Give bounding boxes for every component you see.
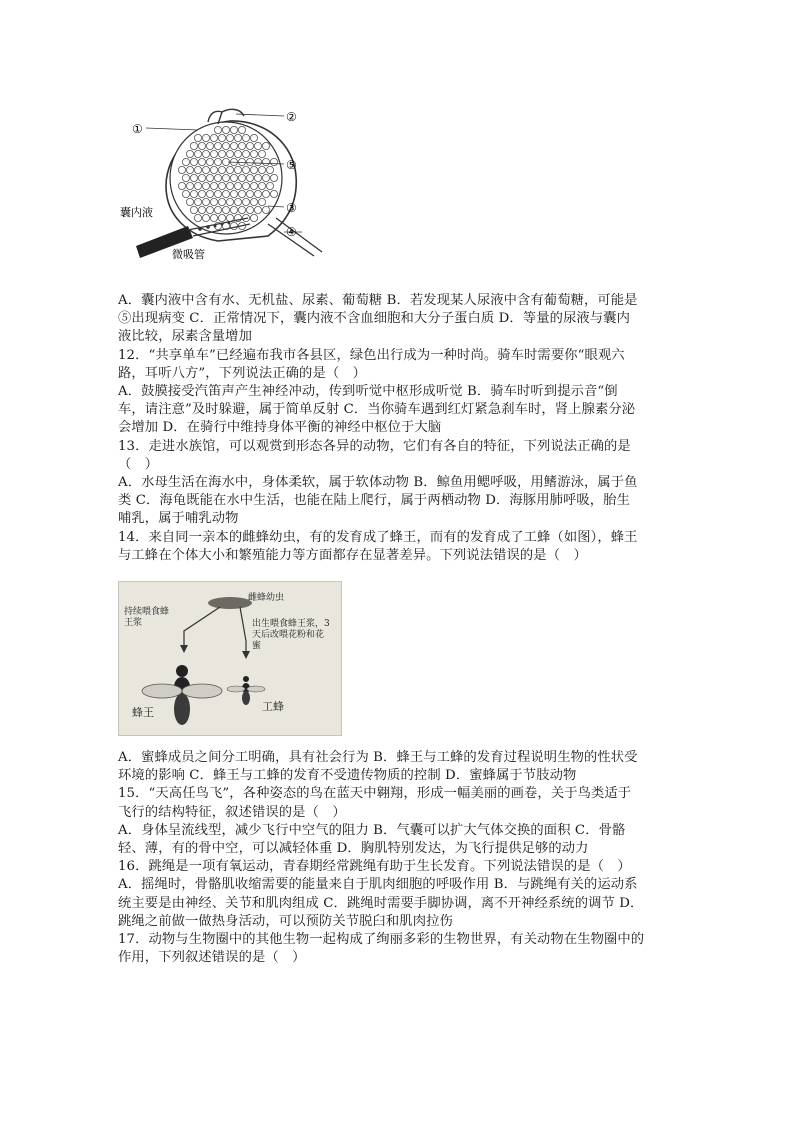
text-line: A．摇绳时，骨骼肌收缩需要的能量来自于肌肉细胞的呼吸作用 B．与跳绳有关的运动系 — [118, 877, 638, 893]
text-line: 16．跳绳是一项有氧运动，青春期经常跳绳有助于生长发育。下列说法错误的是（ ） — [118, 859, 631, 875]
text-line: 14．来自同一亲本的雌蜂幼虫，有的发育成了蜂王，而有的发育成了工蜂（如图），蜂王 — [118, 529, 638, 545]
arrow-left — [184, 607, 220, 647]
text-line: 车，请注意”及时躲避，属于简单反射 C．当你骑车遇到红灯紧急刹车时，肾上腺素分泌 — [118, 402, 636, 418]
caption-sac-fluid: 囊内液 — [120, 206, 153, 219]
larva-label: 雌蜂幼虫 — [248, 593, 285, 603]
text-line: 液比较，尿素含量增加 — [118, 329, 252, 345]
label-2: ② — [286, 110, 297, 124]
text-line: A．鼓膜接受汽笛声产生神经冲动，传到听觉中枢形成听觉 B．骑车时听到提示音“倒 — [118, 384, 618, 400]
renal-corpuscle-figure — [118, 106, 418, 266]
text-line: 13．走进水族馆，可以观赏到形态各异的动物，它们有各自的特征，下列说法正确的是 — [118, 438, 631, 454]
text-line: （ ） — [118, 456, 159, 472]
worker-bee-icon — [227, 676, 265, 705]
bee-development-figure — [118, 581, 342, 736]
glomerulus — [170, 122, 282, 234]
label-4: ④ — [286, 225, 297, 239]
text-line: 与工蜂在个体大小和繁殖能力等方面都存在显著差异。下列说法错误的是（ ） — [118, 547, 587, 563]
text-line: 飞行的结构特征，叙述错误的是（ ） — [118, 804, 346, 820]
efferent-vessel — [222, 109, 244, 116]
text-line: 类 C．海龟既能在水中生活，也能在陆上爬行，属于两栖动物 D．海豚用肺呼吸，胎生 — [118, 493, 630, 509]
renal-corpuscle-diagram — [118, 106, 418, 266]
worker-path-label: 出生喂食蜂王浆，3天后改喂花粉和花蜜 — [252, 619, 330, 651]
queen-path-label: 持续喂食蜂王浆 — [124, 607, 170, 628]
label-3: ③ — [286, 201, 297, 215]
caption-micropipette: 微吸管 — [172, 248, 205, 261]
text-line: 作用，下列叙述错误的是（ ） — [118, 950, 306, 966]
text-line: 统主要是由神经、关节和肌肉组成 C．跳绳时需要手脚协调，离不开神经系统的调节 D． — [118, 895, 644, 911]
text-line: A．身体呈流线型，减少飞行中空气的阻力 B．气囊可以扩大气体交换的面积 C．骨骼 — [118, 822, 626, 838]
label-1: ① — [132, 122, 143, 136]
text-line: A．囊内液中含有水、无机盐、尿素、葡萄糖 B．若发现某人尿液中含有葡萄糖，可能是 — [118, 293, 638, 308]
label-5: ⑤ — [286, 158, 297, 172]
questions-block-2 — [118, 749, 678, 967]
text-line: 轻、薄，有的骨中空，可以减轻体重 D．胸肌特别发达，为飞行提供足够的动力 — [118, 841, 589, 857]
text-line: ⑤出现病变 C．正常情况下，囊内液不含血细胞和大分子蛋白质 D．等量的尿液与囊内 — [118, 311, 630, 327]
text-line: 环境的影响 C．蜂王与工蜂的发育不受遗传物质的控制 D．蜜蜂属于节肢动物 — [118, 768, 577, 784]
text-line: 会增加 D．在骑行中维持身体平衡的神经中枢位于大脑 — [118, 420, 442, 436]
text-line: 哺乳，属于哺乳动物 — [118, 511, 239, 527]
larva-cluster — [208, 597, 252, 609]
queen-bee-icon — [142, 665, 222, 725]
text-line: A．蜜蜂成员之间分工明确，具有社会行为 B．蜂王与工蜂的发育过程说明生物的性状受 — [118, 750, 638, 765]
text-line: 12．“共享单车”已经遍布我市各县区，绿色出行成为一种时尚。骑车时需要你“眼观六 — [118, 347, 625, 363]
text-line: 17．动物与生物圈中的其他生物一起构成了绚丽多彩的生物世界，有关动物在生物圈中的 — [118, 932, 645, 948]
queen-label: 蜂王 — [132, 706, 154, 719]
arrow-right — [240, 607, 246, 653]
questions-block-1 — [118, 292, 678, 565]
text-line: 路，耳听八方”，下列说法正确的是（ ） — [118, 365, 367, 381]
text-line: A．水母生活在海水中，身体柔软，属于软体动物 B．鲸鱼用鳃呼吸，用鳍游泳，属于鱼 — [118, 475, 638, 491]
text-line: 15．“天高任鸟飞”，各种姿态的鸟在蓝天中翱翔，形成一幅美丽的画卷，关于鸟类适于 — [118, 786, 632, 802]
worker-label: 工蜂 — [262, 700, 284, 713]
text-line: 跳绳之前做一做热身活动，可以预防关节脱臼和肌肉拉伤 — [118, 913, 453, 929]
